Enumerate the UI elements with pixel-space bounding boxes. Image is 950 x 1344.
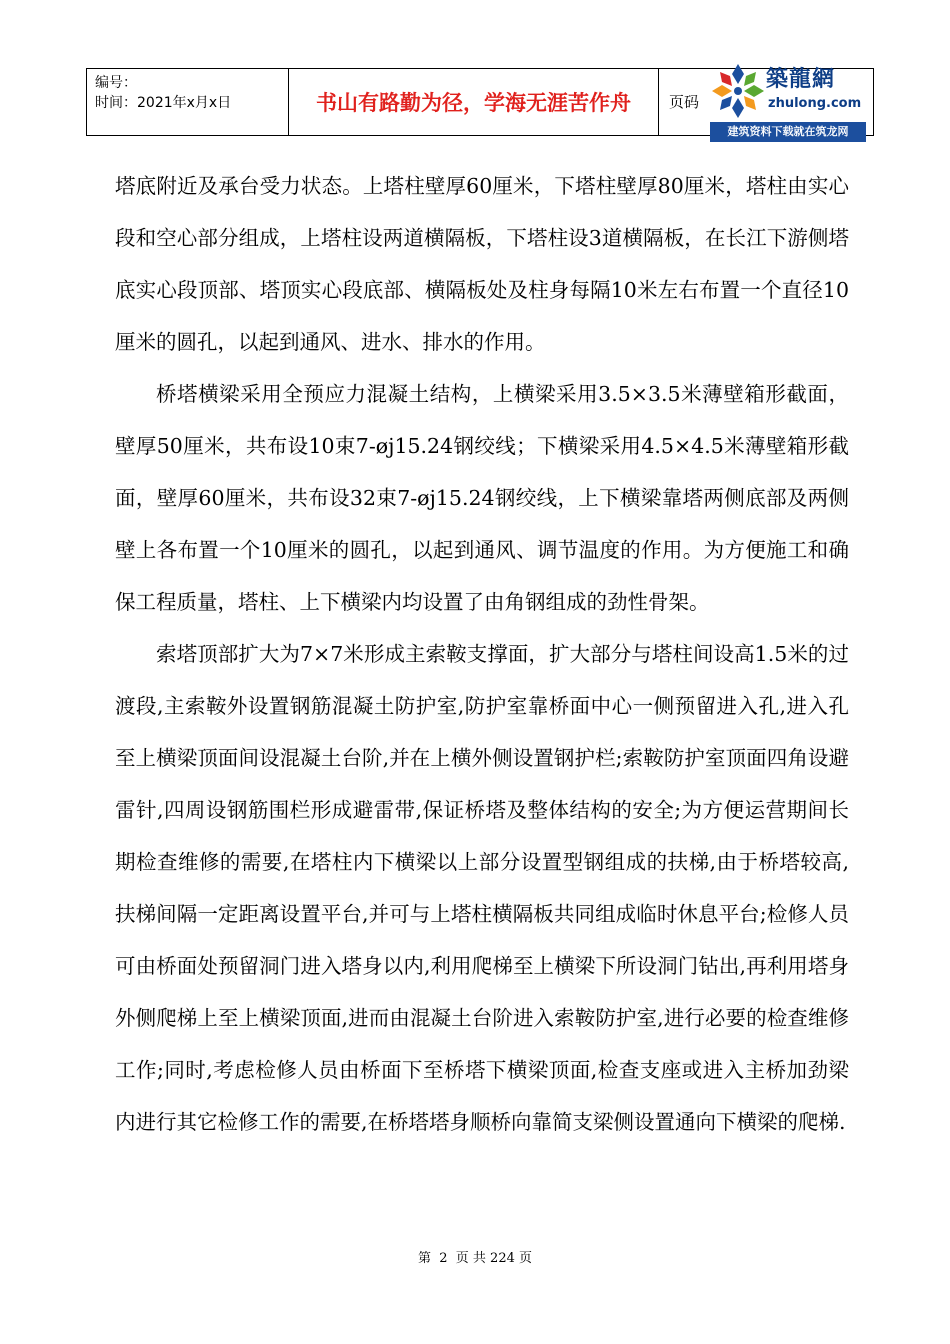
body-content — [115, 160, 849, 1148]
motto-text: 书山有路勤为径，学海无涯苦作舟 — [316, 91, 631, 115]
page-code-label: 页码 — [669, 93, 700, 111]
paragraph-1: 塔底附近及承台受力状态。上塔柱壁厚60厘米，下塔柱壁厚80厘米，塔柱由实心段和空心部分组成，上塔柱设两道横隔板，下塔柱设3道横隔板，在长江下游侧塔底实心段顶部、塔顶实心段底部、横隔板处及柱身每隔10米左右布置一个直径10厘米的圆孔，以起到通风、进水、排水的作用。 — [115, 174, 849, 354]
paragraph-2: 桥塔横梁采用全预应力混凝土结构，上横梁采用3.5×3.5米薄壁箱形截面，壁厚50厘米，共布设10束7-øj15.24钢绞线；下横梁采用4.5×4.5米薄壁箱形截面，壁厚60厘米，共布设32束7-øj15.24钢绞线，上下横梁靠塔两侧底部及两侧壁上各布置一个10厘米的圆孔，以起到通风、调节温度的作用。为方便施工和确保工程质量，塔柱、上下横梁内均设置了由角钢组成的劲性骨架。 — [115, 382, 849, 614]
logo-url: zhulong.com — [768, 96, 862, 111]
header-meta — [87, 69, 289, 135]
snowflake-logo-icon — [710, 62, 766, 120]
time-label: 时间：2021年x月x日 — [95, 95, 232, 111]
header-motto-cell — [289, 69, 659, 135]
page-footer: 第 2 页 共 224 页 — [417, 1251, 532, 1266]
logo-slogan: 建筑资料下载就在筑龙网 — [710, 122, 866, 142]
number-label: 编号： — [95, 75, 137, 91]
paragraph-3: 索塔顶部扩大为7×7米形成主索鞍支撑面，扩大部分与塔柱间设高1.5米的过渡段,主索鞍外设置钢筋混凝土防护室,防护室靠桥面中心一侧预留进入孔,进入孔至上横梁顶面间设混凝土台阶,并在上横外侧设置钢护栏;索鞍防护室顶面四角设避雷针,四周设钢筋围栏形成避雷带,保证桥塔及整体结构的安全;为方便运营期间长期检查维修的需要,在塔柱内下横梁以上部分设置型钢组成的扶梯,由于桥塔较高,扶梯间隔一定距离设置平台,并可与上塔柱横隔板共同组成临时休息平台;检修人员可由桥面处预留洞门进入塔身以内,利用爬梯至上横梁下所设洞门钻出,再利用塔身外侧爬梯上至上横梁顶面,进而由混凝土台阶进入索鞍防护室,进行必要的检查维修工作;同时,考虑检修人员由桥面下至桥塔下横梁顶面,检查支座或进入主桥加劲梁内进行其它检修工作的需要,在桥塔塔身顺桥向靠简支梁侧设置通向下横梁的爬梯. — [115, 642, 849, 1134]
zhulong-logo — [710, 62, 866, 142]
logo-name: 築龍網 — [766, 67, 836, 92]
